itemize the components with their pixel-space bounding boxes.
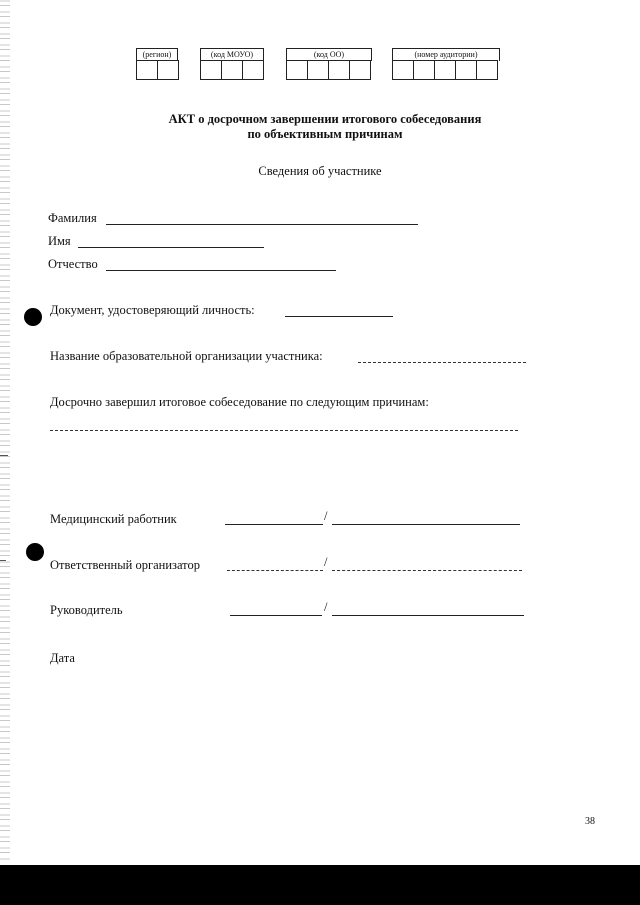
- signature-separator: /: [324, 600, 328, 614]
- organizer-signature-field[interactable]: [227, 570, 323, 571]
- medical-name-field[interactable]: [332, 524, 520, 525]
- document-label: Документ, удостоверяющий личность:: [50, 303, 255, 317]
- reasons-field[interactable]: [50, 430, 518, 431]
- surname-label: Фамилия: [48, 211, 97, 225]
- scan-bottom-border: [0, 865, 640, 905]
- organization-field[interactable]: [358, 362, 526, 363]
- code-box-cells[interactable]: [200, 60, 264, 80]
- code-box-label: (код МОУО): [200, 48, 264, 61]
- document-title: [100, 112, 550, 142]
- head-label: Руководитель: [50, 603, 123, 617]
- medical-worker-label: Медицинский работник: [50, 512, 177, 526]
- signature-separator: /: [324, 509, 328, 523]
- signature-separator: /: [324, 555, 328, 569]
- patronymic-field[interactable]: [106, 270, 336, 271]
- date-label: Дата: [50, 651, 75, 665]
- surname-field[interactable]: [106, 224, 418, 225]
- code-box-cells[interactable]: [286, 60, 371, 80]
- reasons-label: Досрочно завершил итоговое собеседование по следующим причинам:: [50, 395, 429, 409]
- title-line-2: по объективным причинам: [247, 127, 403, 141]
- title-line-1: АКТ о досрочном завершении итогового собеседования: [168, 112, 482, 126]
- scan-edge-artifact: [0, 0, 10, 860]
- code-box-label: (регион): [136, 48, 178, 61]
- organization-label: Название образовательной организации участника:: [50, 349, 323, 363]
- organizer-label: Ответственный организатор: [50, 558, 200, 572]
- code-box-label: (номер аудитории): [392, 48, 500, 61]
- punch-hole-mark: [26, 543, 44, 561]
- code-box-cells[interactable]: [392, 60, 498, 80]
- organizer-name-field[interactable]: [332, 570, 522, 571]
- head-name-field[interactable]: [332, 615, 524, 616]
- code-box-cells[interactable]: [136, 60, 179, 80]
- punch-hole-mark: [24, 308, 42, 326]
- scan-tick-mark: [0, 560, 6, 561]
- patronymic-label: Отчество: [48, 257, 98, 271]
- head-signature-field[interactable]: [230, 615, 322, 616]
- section-heading: Сведения об участнике: [258, 164, 382, 178]
- document-field[interactable]: [285, 316, 393, 317]
- medical-signature-field[interactable]: [225, 524, 323, 525]
- name-label: Имя: [48, 234, 71, 248]
- scan-tick-mark: [0, 455, 8, 456]
- name-field[interactable]: [78, 247, 264, 248]
- page-number: 38: [585, 816, 595, 827]
- code-box-label: (код ОО): [286, 48, 372, 61]
